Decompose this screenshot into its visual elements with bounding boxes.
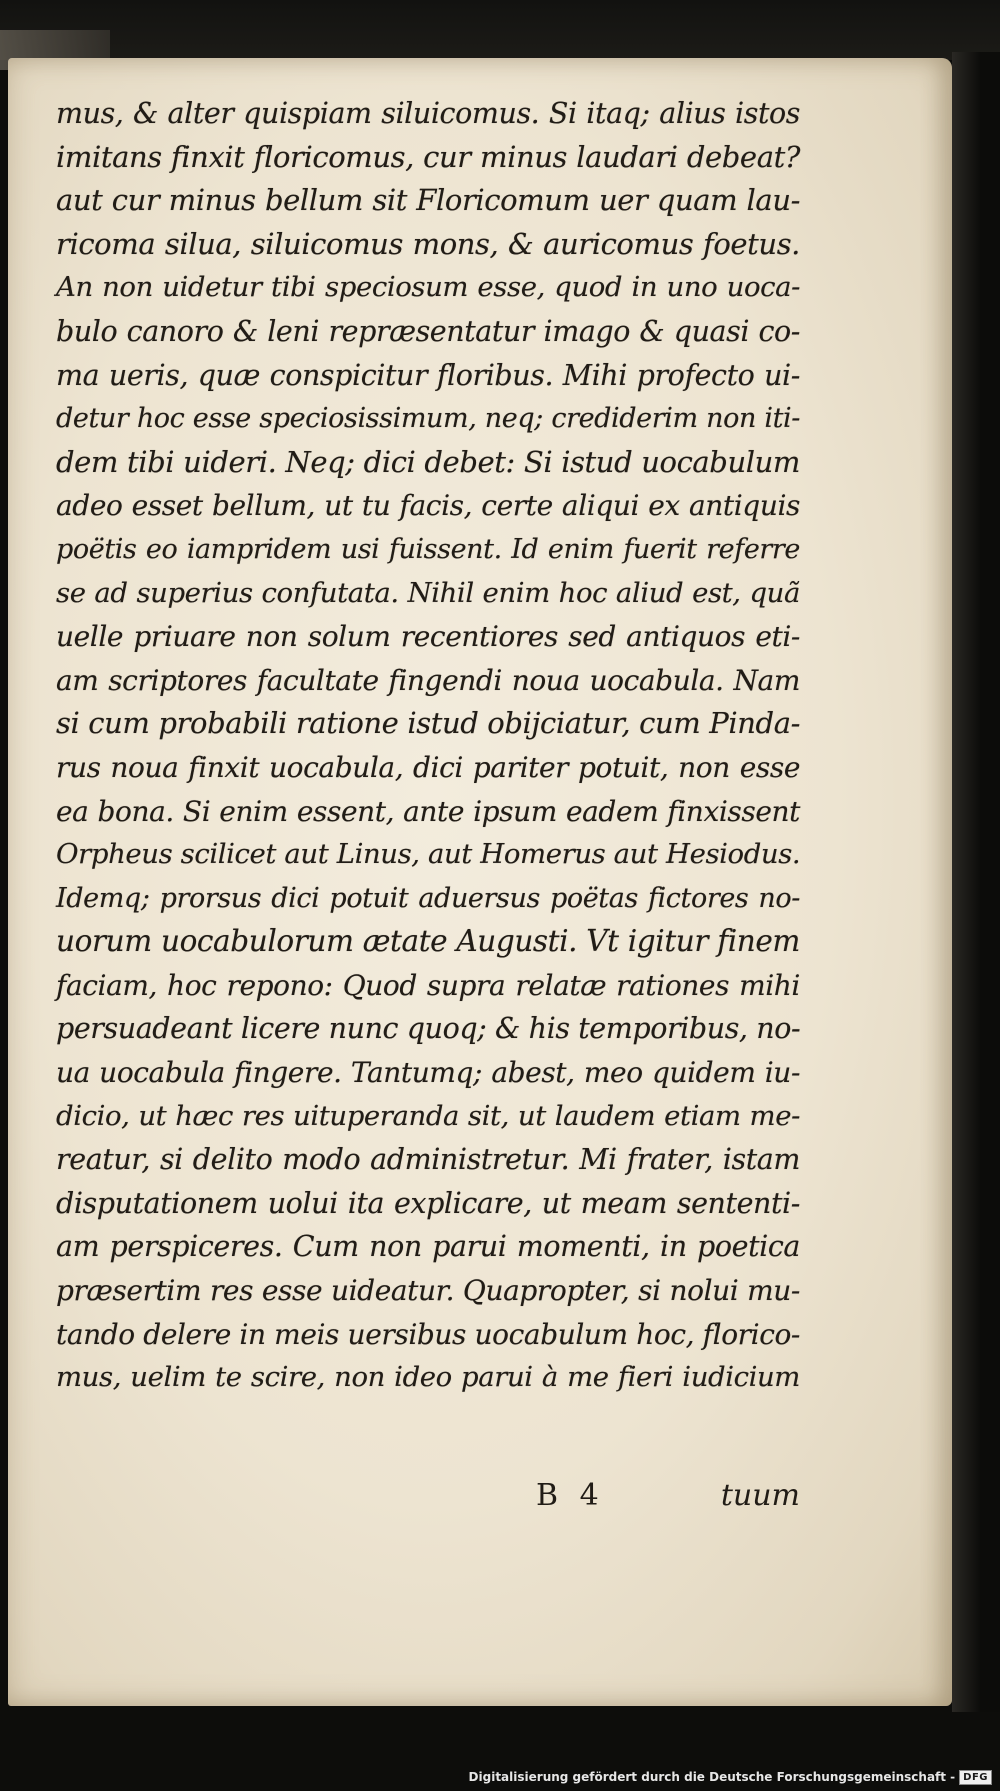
text-line: persuadeant licere nunc quoq; & his temporibus, no- — [56, 1012, 801, 1046]
text-line: dicio, ut hæc res uituperanda sit, ut laudem etiam me- — [56, 1099, 800, 1132]
text-line: bulo canoro & leni repræsentatur imago & quasi co- — [56, 314, 800, 348]
body-text — [56, 92, 800, 1400]
page-gutter-shadow — [952, 52, 1000, 1712]
text-line: disputationem uolui ita explicare, ut meam sententi- — [56, 1186, 800, 1220]
text-line: mus, & alter quispiam siluicomus. Si itaq; alius istos — [56, 97, 800, 130]
text-line: ricoma silua, siluicomus mons, & auricomus foetus. — [56, 226, 800, 261]
text-line: aut cur minus bellum sit Floricomum uer quam lau- — [56, 183, 800, 218]
text-line: uorum uocabulorum ætate Augusti. Vt igitur finem — [56, 924, 800, 959]
text-line: uelle priuare non solum recentiores sed antiquos eti- — [56, 620, 800, 654]
text-line: tando delere in meis uersibus uocabulum hoc, florico- — [56, 1317, 800, 1351]
text-line: An non uidetur tibi speciosum esse, quod in uno uoca- — [56, 271, 800, 304]
page-foot — [56, 1478, 800, 1528]
text-line: am scriptores facultate fingendi noua uocabula. Nam — [56, 663, 800, 697]
text-line: se ad superius confutata. Nihil enim hoc aliud est, quã — [56, 576, 800, 609]
text-line: adeo esset bellum, ut tu facis, certe aliqui ex antiquis — [56, 489, 800, 523]
text-line: reatur, si delito modo administretur. Mi frater, istam — [56, 1143, 800, 1177]
text-line: ea bona. Si enim essent, ante ipsum eadem finxissent — [56, 794, 800, 828]
digitization-credit — [469, 1767, 992, 1787]
text-line: am perspiceres. Cum non parui momenti, in poetica — [56, 1230, 800, 1264]
text-line: ma ueris, quæ conspicitur floribus. Mihi profecto ui- — [56, 358, 800, 392]
text-line: faciam, hoc repono: Quod supra relatæ rationes mihi — [56, 968, 800, 1002]
text-line: ua uocabula fingere. Tantumq; abest, meo quidem iu- — [56, 1056, 800, 1090]
text-line: Orpheus scilicet aut Linus, aut Homerus aut Hesiodus. — [56, 838, 801, 871]
text-line: Idemq; prorsus dici potuit aduersus poëtas fictores no- — [56, 882, 800, 914]
credit-text: Digitalisierung gefördert durch die Deutsche Forschungsgemeinschaft - — [468, 1770, 956, 1784]
text-line: si cum probabili ratione istud obijciatur, cum Pinda- — [56, 706, 800, 741]
text-line: præsertim res esse uideatur. Quapropter, si nolui mu- — [56, 1274, 800, 1308]
text-line: poëtis eo iampridem usi fuissent. Id enim fuerit referre — [56, 533, 800, 565]
scanner-bed — [0, 0, 1000, 60]
text-line: dem tibi uideri. Neq; dici debet: Si istud uocabulum — [56, 444, 800, 479]
text-line: rus noua finxit uocabula, dici pariter potuit, non esse — [56, 750, 800, 784]
text-line: detur hoc esse speciosissimum, neq; crediderim non iti- — [56, 403, 800, 435]
text-line: imitans finxit floricomus, cur minus laudari debeat? — [56, 139, 800, 174]
catchword: tuum — [720, 1478, 800, 1513]
text-line: mus, uelim te scire, non ideo parui à me fieri iudicium — [56, 1361, 800, 1394]
dfg-logo: DFG — [959, 1770, 992, 1785]
signature-mark: B 4 — [536, 1478, 605, 1513]
